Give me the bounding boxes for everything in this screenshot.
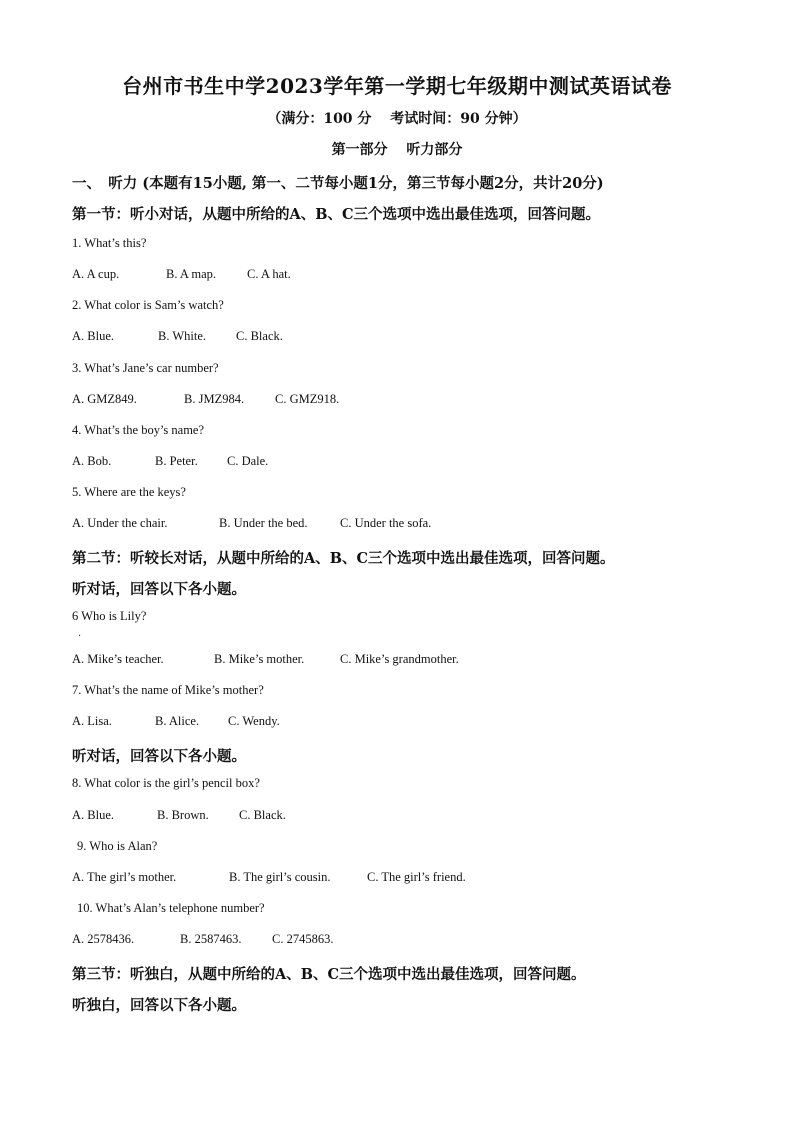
option-a: A. A cup. [72,267,120,281]
options-6 [72,652,459,667]
option-a: A. Under the chair. [72,516,168,530]
question-10: 10. What’s Alan’s telephone number? [77,901,265,915]
option-a: A. Mike’s teacher. [72,652,164,666]
question-3: 3. What’s Jane’s car number? [72,361,219,375]
question-8: 8. What color is the girl’s pencil box? [72,776,260,790]
section3-instruction: 听独白，回答以下各小题。 [72,997,246,1014]
section3-heading: 第三节：听独白，从题中所给的A、B、C三个选项中选出最佳选项，回答问题。 [72,966,586,983]
option-a: A. The girl’s mother. [72,870,177,884]
option-b: B. White. [158,329,207,343]
options-9 [72,870,466,885]
options-2 [72,329,283,344]
option-c: C. A hat. [247,267,291,281]
section2-heading: 第二节：听较长对话，从题中所给的A、B、C三个选项中选出最佳选项，回答问题。 [72,550,615,567]
option-a: A. 2578436. [72,932,135,946]
options-4 [72,454,268,469]
option-c: C. Dale. [227,454,269,468]
option-a: A. GMZ849. [72,392,137,406]
option-c: C. 2745863. [272,932,334,946]
option-b: B. Alice. [155,714,200,728]
exam-title: 台州市书生中学2023学年第一学期七年级期中测试英语试卷 [122,74,672,98]
option-b: B. Mike’s mother. [214,652,305,666]
option-c: C. GMZ918. [275,392,340,406]
option-a: A. Lisa. [72,714,112,728]
options-7 [72,714,280,729]
section2-instruction-1: 听对话，回答以下各小题。 [72,581,246,598]
option-c: C. The girl’s friend. [367,870,466,884]
options-8 [72,808,286,823]
question-1: 1. What’s this? [72,236,147,250]
question-7: 7. What’s the name of Mike’s mother? [72,683,264,697]
option-b: B. 2587463. [180,932,242,946]
option-b: B. Under the bed. [219,516,308,530]
options-5 [72,516,431,531]
option-b: B. A map. [166,267,217,281]
option-b: B. Brown. [157,808,209,822]
option-b: B. Peter. [155,454,198,468]
exam-subtitle: （满分：100 分 考试时间：90 分钟） [267,111,527,127]
question-5: 5. Where are the keys? [72,485,186,499]
option-c: C. Black. [236,329,283,343]
question-9: 9. Who is Alan? [77,839,158,853]
option-c: C. Mike’s grandmother. [340,652,459,666]
section1-heading: 第一节：听小对话，从题中所给的A、B、C三个选项中选出最佳选项，回答问题。 [72,206,601,223]
section2-instruction-2: 听对话，回答以下各小题。 [72,748,246,765]
option-b: B. JMZ984. [184,392,245,406]
question-6: 6 Who is Lily? [72,609,147,623]
part-heading: 第一部分 听力部分 [331,142,463,158]
question-4: 4. What’s the boy’s name? [72,423,205,437]
option-a: A. Bob. [72,454,112,468]
option-c: C. Under the sofa. [340,516,432,530]
option-a: A. Blue. [72,329,115,343]
option-b: B. The girl’s cousin. [229,870,331,884]
options-1 [72,267,291,282]
option-c: C. Wendy. [228,714,280,728]
section-heading: 一、 听力 (本题有15小题, 第一、二节每小题1分，第三节每小题2分，共计20分) [72,175,604,192]
option-a: A. Blue. [72,808,115,822]
options-3 [72,392,339,407]
option-c: C. Black. [239,808,286,822]
stray-dot: . [78,628,82,639]
options-10 [72,932,333,947]
question-2: 2. What color is Sam’s watch? [72,298,224,312]
